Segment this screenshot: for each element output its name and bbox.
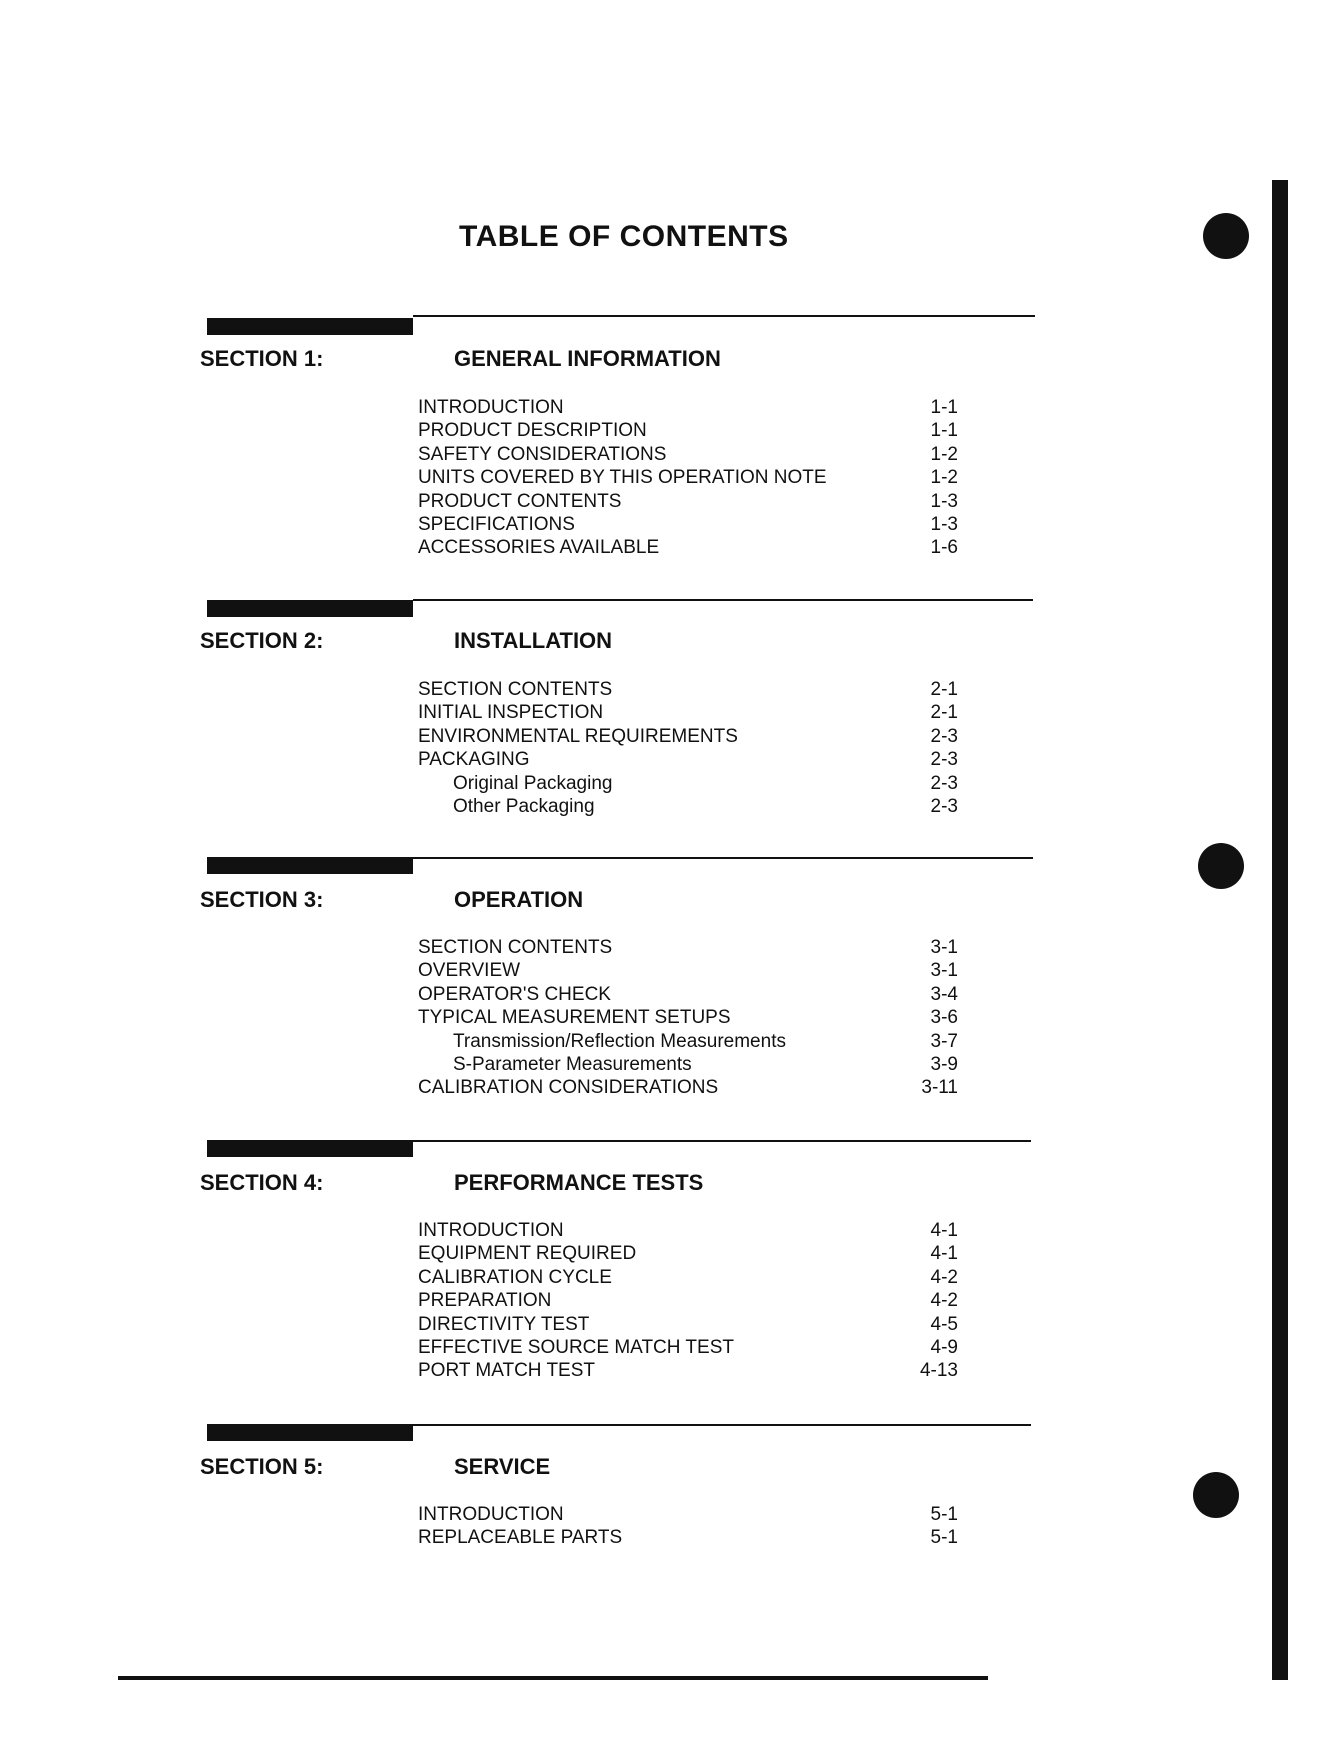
toc-entry xyxy=(418,748,958,771)
toc-entry xyxy=(418,1313,958,1336)
toc-entry-label: SECTION CONTENTS xyxy=(418,679,613,700)
binder-hole-top xyxy=(1203,213,1249,259)
toc-entry xyxy=(418,1289,958,1312)
toc-entry-label: PORT MATCH TEST xyxy=(418,1360,596,1382)
section-label: SECTION 4: xyxy=(200,1170,324,1195)
toc-entry-label: PRODUCT DESCRIPTION xyxy=(418,420,647,442)
toc-entry xyxy=(418,1336,958,1359)
section-label: SECTION 1: xyxy=(200,346,324,371)
toc-entry-page: 5-1 xyxy=(930,1527,958,1549)
section-heading: GENERAL INFORMATION xyxy=(454,346,721,371)
toc-entry-page: 2-3 xyxy=(930,772,958,794)
toc-entry xyxy=(418,936,958,959)
toc-entry-page: 4-1 xyxy=(930,1243,958,1265)
section-marker-bar xyxy=(207,318,413,335)
bottom-rule xyxy=(118,1676,988,1680)
toc-entry-page: 4-2 xyxy=(930,1290,958,1312)
toc-entry xyxy=(418,795,958,818)
toc-entry-label: SECTION CONTENTS xyxy=(418,937,613,958)
toc-entry-page: 2-3 xyxy=(930,749,958,771)
toc-entry-label: ACCESSORIES AVAILABLE xyxy=(418,537,660,559)
section-entry-list xyxy=(418,396,958,560)
toc-entry xyxy=(418,443,958,466)
toc-entry-page: 4-1 xyxy=(930,1220,958,1241)
toc-entry-page: 1-2 xyxy=(930,443,958,465)
toc-entry xyxy=(418,466,958,489)
toc-entry-label: REPLACEABLE PARTS xyxy=(418,1527,623,1549)
toc-entry xyxy=(418,1219,958,1242)
toc-entry-label: CALIBRATION CYCLE xyxy=(418,1266,612,1288)
toc-entry xyxy=(418,1053,958,1076)
toc-entry-page: 4-5 xyxy=(930,1313,958,1335)
toc-entry xyxy=(418,1503,958,1526)
toc-entry-label: DIRECTIVITY TEST xyxy=(418,1313,590,1335)
toc-entry-label: Other Packaging xyxy=(453,795,595,817)
page-title: TABLE OF CONTENTS xyxy=(459,220,789,253)
toc-entry-page: 3-11 xyxy=(921,1077,958,1099)
toc-entry-page: 3-9 xyxy=(930,1053,958,1075)
toc-entry-label: OPERATOR'S CHECK xyxy=(418,983,611,1005)
section-label: SECTION 5: xyxy=(200,1454,324,1479)
section-rule xyxy=(413,857,1033,859)
toc-entry xyxy=(418,678,958,701)
section-rule xyxy=(413,599,1033,601)
toc-entry-label: INTRODUCTION xyxy=(418,1504,564,1525)
toc-entry-label: CALIBRATION CONSIDERATIONS xyxy=(418,1077,719,1099)
toc-entry-page: 4-13 xyxy=(919,1360,958,1382)
section-label: SECTION 3: xyxy=(200,887,324,912)
toc-entry xyxy=(418,959,958,982)
toc-entry-label: Transmission/Reflection Measurements xyxy=(453,1030,786,1052)
toc-entry-page: 1-3 xyxy=(930,490,958,512)
section-rule xyxy=(413,1140,1031,1142)
section-entry-list xyxy=(418,1503,958,1550)
toc-entry xyxy=(418,490,958,513)
toc-entry-page: 2-3 xyxy=(930,795,958,817)
section-marker-bar xyxy=(207,1424,413,1441)
toc-entry xyxy=(418,419,958,442)
toc-entry-label: SPECIFICATIONS xyxy=(418,513,575,535)
toc-entry-page: 1-1 xyxy=(930,420,958,442)
section-rule xyxy=(413,1424,1031,1426)
toc-entry-label: Original Packaging xyxy=(453,772,613,794)
toc-entry xyxy=(418,1526,958,1549)
toc-entry-page: 4-2 xyxy=(930,1266,958,1288)
toc-entry-label: INTRODUCTION xyxy=(418,1220,564,1241)
toc-entry-label: S-Parameter Measurements xyxy=(453,1053,692,1075)
toc-entry-page: 4-9 xyxy=(930,1336,958,1358)
section-label: SECTION 2: xyxy=(200,628,324,653)
toc-entry-page: 3-7 xyxy=(930,1030,958,1052)
page-edge-shadow xyxy=(1272,180,1288,1680)
toc-entry-page: 1-6 xyxy=(930,537,958,559)
toc-entry-page: 3-1 xyxy=(930,937,958,958)
section-entry-list xyxy=(418,678,958,818)
toc-entry xyxy=(418,1030,958,1053)
toc-entry-page: 1-1 xyxy=(930,397,958,418)
toc-entry-page: 2-1 xyxy=(930,702,958,724)
toc-entry-page: 5-1 xyxy=(930,1504,958,1525)
section-heading: PERFORMANCE TESTS xyxy=(454,1170,704,1195)
section-heading: INSTALLATION xyxy=(454,628,613,653)
toc-entry xyxy=(418,536,958,559)
section-marker-bar xyxy=(207,1140,413,1157)
toc-entry xyxy=(418,701,958,724)
toc-entry xyxy=(418,396,958,419)
section-entry-list xyxy=(418,1219,958,1383)
toc-entry-label: INTRODUCTION xyxy=(418,397,564,418)
toc-entry-label: TYPICAL MEASUREMENT SETUPS xyxy=(418,1007,731,1029)
toc-entry-label: UNITS COVERED BY THIS OPERATION NOTE xyxy=(418,467,827,489)
toc-entry-label: PRODUCT CONTENTS xyxy=(418,490,622,512)
toc-entry xyxy=(418,1242,958,1265)
section-heading: SERVICE xyxy=(454,1454,551,1479)
toc-entry xyxy=(418,1076,958,1099)
toc-entry-page: 3-6 xyxy=(930,1007,958,1029)
section-entry-list xyxy=(418,936,958,1100)
toc-entry-label: INITIAL INSPECTION xyxy=(418,702,604,724)
toc-entry xyxy=(418,725,958,748)
toc-entry xyxy=(418,772,958,795)
section-marker-bar xyxy=(207,600,413,617)
binder-hole-middle xyxy=(1198,843,1244,889)
toc-entry xyxy=(418,513,958,536)
section-marker-bar xyxy=(207,857,413,874)
toc-entry xyxy=(418,1266,958,1289)
section-rule xyxy=(413,315,1035,317)
section-heading: OPERATION xyxy=(454,887,584,912)
toc-entry-label: ENVIRONMENTAL REQUIREMENTS xyxy=(418,725,738,747)
toc-entry xyxy=(418,1359,958,1382)
toc-entry-page: 3-4 xyxy=(930,983,958,1005)
toc-entry-label: SAFETY CONSIDERATIONS xyxy=(418,443,667,465)
binder-hole-bottom xyxy=(1193,1472,1239,1518)
toc-entry-page: 1-2 xyxy=(930,467,958,489)
toc-entry xyxy=(418,1006,958,1029)
toc-entry-page: 2-3 xyxy=(930,725,958,747)
toc-entry-label: OVERVIEW xyxy=(418,960,521,982)
toc-entry-page: 3-1 xyxy=(930,960,958,982)
toc-entry xyxy=(418,983,958,1006)
toc-entry-page: 2-1 xyxy=(930,679,958,700)
toc-entry-label: PACKAGING xyxy=(418,749,530,771)
toc-entry-page: 1-3 xyxy=(930,513,958,535)
toc-entry-label: EQUIPMENT REQUIRED xyxy=(418,1243,637,1265)
toc-entry-label: EFFECTIVE SOURCE MATCH TEST xyxy=(418,1336,734,1358)
toc-entry-label: PREPARATION xyxy=(418,1290,552,1312)
